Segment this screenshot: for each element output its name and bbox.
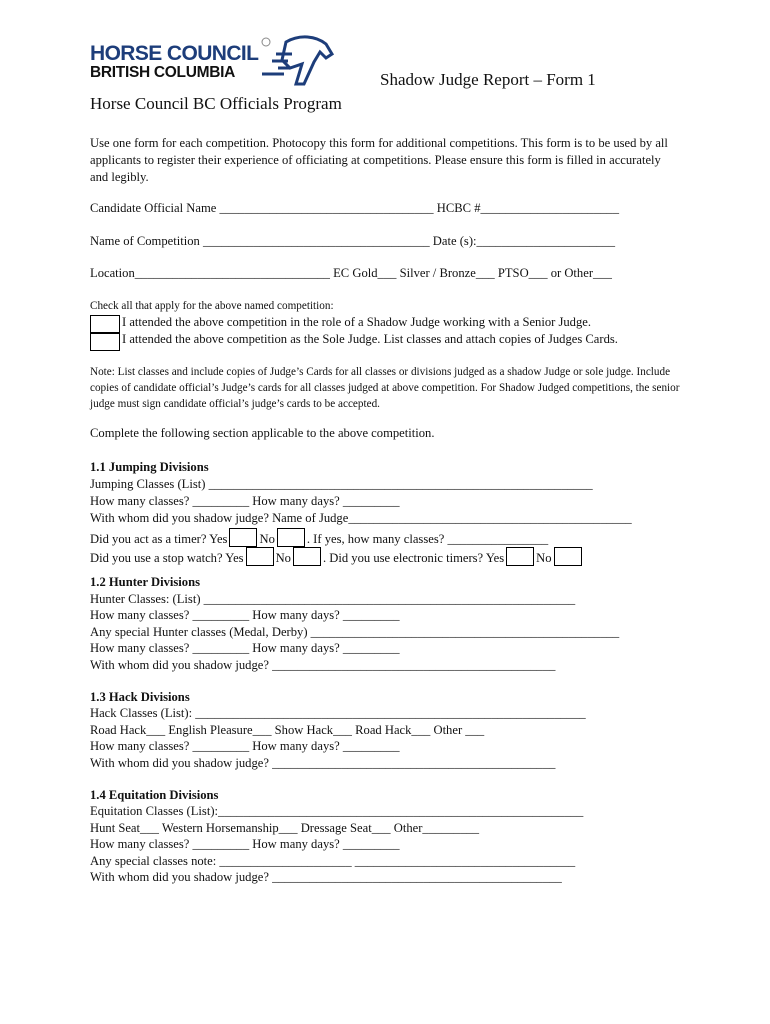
intro-text: Use one form for each competition. Photocopy this form for additional competitions. This form is to be used by all applicants to register their experience of officiating at competitions. Please ensure this form is filled in accurately and legibly. bbox=[90, 136, 668, 184]
hunter-how-many-field[interactable]: How many classes? _________ How many days? _________ bbox=[90, 608, 400, 622]
stopwatch-yes-box[interactable] bbox=[246, 547, 274, 566]
equitation-classes-field[interactable]: Equitation Classes (List):__________________________________________________________ bbox=[90, 804, 584, 818]
hunter-whom-field[interactable]: With whom did you shadow judge? _____________________________________________ bbox=[90, 658, 556, 672]
jumping-how-many-field[interactable]: How many classes? _________ How many days? _________ bbox=[90, 494, 400, 508]
logo bbox=[88, 34, 348, 92]
hunter-special-field[interactable]: Any special Hunter classes (Medal, Derby) _________________________________________________ bbox=[90, 625, 620, 639]
hack-whom-field[interactable]: With whom did you shadow judge? _____________________________________________ bbox=[90, 756, 556, 770]
location-field[interactable]: Location_______________________________ EC Gold___ Silver / Bronze___ PTSO___ or Other___ bbox=[90, 266, 612, 280]
timer-no-label: No bbox=[259, 532, 275, 546]
hunter-heading: 1.2 Hunter Divisions bbox=[90, 575, 200, 589]
hack-how-many-field[interactable]: How many classes? _________ How many days? _________ bbox=[90, 739, 400, 753]
horse-head-icon bbox=[256, 34, 342, 88]
electronic-yes-box[interactable] bbox=[506, 547, 534, 566]
timer-row bbox=[90, 528, 548, 547]
stopwatch-row bbox=[90, 547, 584, 566]
check-intro: Check all that apply for the above named competition: bbox=[90, 300, 334, 312]
equitation-types-field[interactable]: Hunt Seat___ Western Horsemanship___ Dressage Seat___ Other_________ bbox=[90, 821, 480, 835]
shadow-judge-checkbox[interactable] bbox=[90, 315, 120, 333]
electronic-question: . Did you use electronic timers? Yes bbox=[322, 551, 505, 565]
hunter-classes-field[interactable]: Hunter Classes: (List) ___________________________________________________________ bbox=[90, 592, 576, 606]
hack-heading: 1.3 Hack Divisions bbox=[90, 690, 190, 704]
shadow-judge-label: I attended the above competition in the role of a Shadow Judge working with a Senior Judge. bbox=[122, 315, 592, 329]
complete-instruction: Complete the following section applicable to the above competition. bbox=[90, 426, 435, 440]
equitation-heading: 1.4 Equitation Divisions bbox=[90, 788, 219, 802]
form-title: Shadow Judge Report – Form 1 bbox=[380, 70, 596, 89]
candidate-name-field[interactable]: Candidate Official Name __________________________________ HCBC #______________________ bbox=[90, 201, 620, 215]
program-title: Horse Council BC Officials Program bbox=[90, 94, 342, 113]
hunter-how-many-2-field[interactable]: How many classes? _________ How many days? _________ bbox=[90, 641, 400, 655]
hack-classes-field[interactable]: Hack Classes (List): ______________________________________________________________ bbox=[90, 706, 586, 720]
stopwatch-no-label: No bbox=[275, 551, 291, 565]
logo-line1: HORSE COUNCIL bbox=[90, 42, 259, 65]
timer-classes-field[interactable]: . If yes, how many classes? ________________ bbox=[306, 532, 549, 546]
stopwatch-no-box[interactable] bbox=[293, 547, 321, 566]
jumping-whom-field[interactable]: With whom did you shadow judge? Name of Judge_____________________________________________ bbox=[90, 511, 632, 525]
hack-types-field[interactable]: Road Hack___ English Pleasure___ Show Hack___ Road Hack___ Other ___ bbox=[90, 723, 485, 737]
timer-question: Did you act as a timer? Yes bbox=[90, 532, 228, 546]
timer-yes-box[interactable] bbox=[229, 528, 257, 547]
sole-judge-label: I attended the above competition as the Sole Judge. List classes and attach copies of Judges Cards. bbox=[122, 332, 618, 346]
jumping-classes-field[interactable]: Jumping Classes (List) _____________________________________________________________ bbox=[90, 477, 593, 491]
note-text: Note: List classes and include copies of Judge’s Cards for all classes or divisions judged as a shadow Judge or sole judge. Include copies of candidate official’s Judge’s cards for all classes judged at above competition. For Shadow Judged competitions, the senior judge must sign candidate official’s judge’s cards to be accepted. bbox=[90, 366, 680, 410]
competition-name-field[interactable]: Name of Competition ____________________________________ Date (s):______________________ bbox=[90, 234, 616, 248]
jumping-heading: 1.1 Jumping Divisions bbox=[90, 460, 209, 474]
electronic-no-label: No bbox=[536, 551, 552, 565]
sole-judge-checkbox[interactable] bbox=[90, 333, 120, 351]
electronic-no-box[interactable] bbox=[554, 547, 582, 566]
stopwatch-question: Did you use a stop watch? Yes bbox=[90, 551, 244, 565]
equitation-how-many-field[interactable]: How many classes? _________ How many days? _________ bbox=[90, 837, 400, 851]
timer-no-box[interactable] bbox=[277, 528, 305, 547]
equitation-whom-field[interactable]: With whom did you shadow judge? ______________________________________________ bbox=[90, 870, 562, 884]
equitation-special-field[interactable]: Any special classes note: _____________________ ___________________________________ bbox=[90, 854, 576, 868]
logo-line2: BRITISH COLUMBIA bbox=[90, 64, 236, 81]
